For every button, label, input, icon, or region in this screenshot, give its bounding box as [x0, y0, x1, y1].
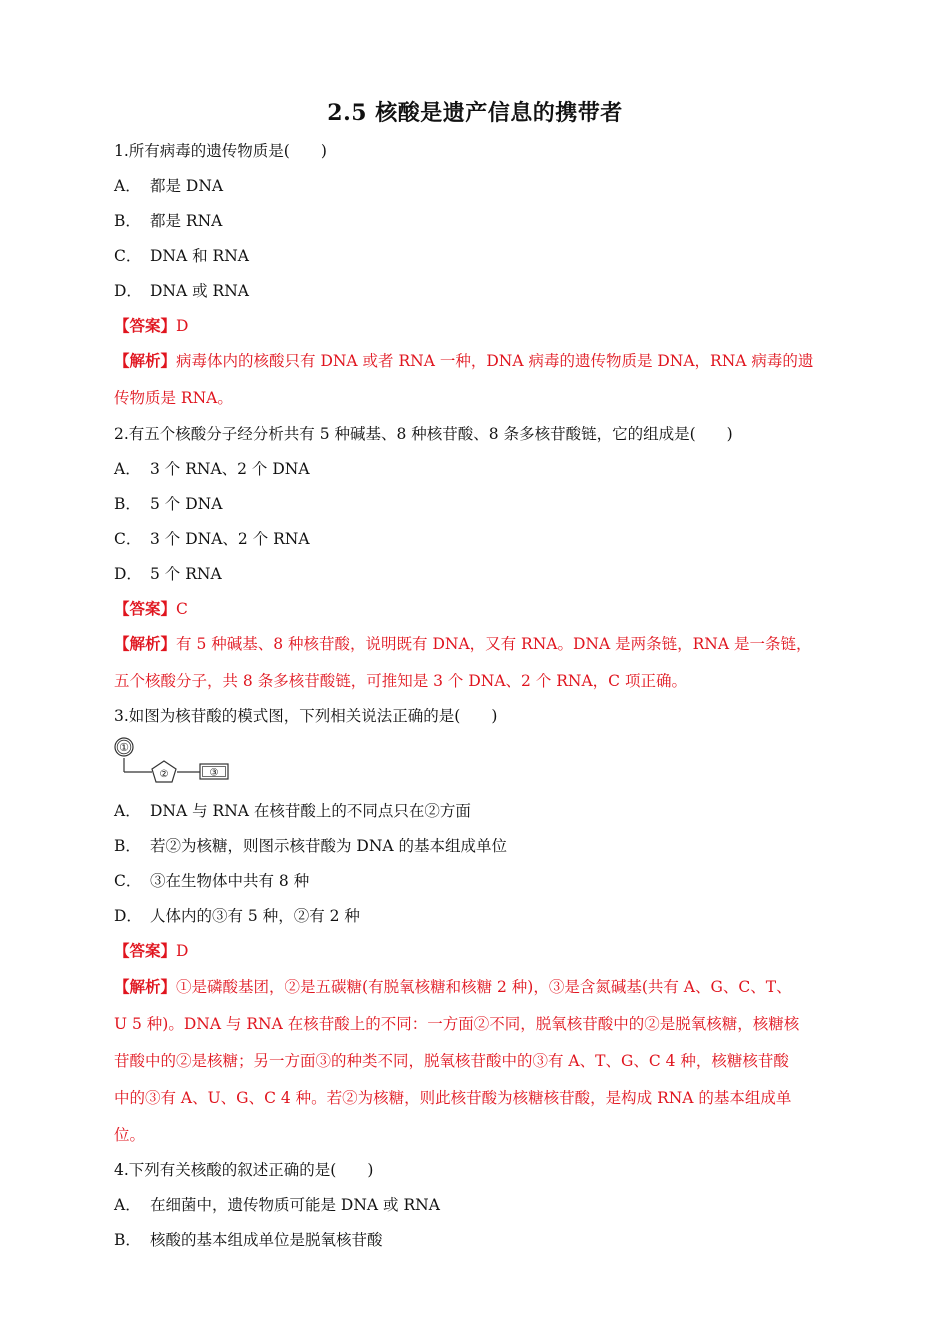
question-3-answer	[114, 941, 188, 961]
option-letter: A．	[114, 177, 141, 195]
diagram-label-3: ③	[209, 767, 219, 779]
option-letter: C．	[114, 872, 142, 890]
analysis-label: 【解析】	[114, 977, 177, 996]
question-2-stem: 2.有五个核酸分子经分析共有 5 种碱基、8 种核苷酸、8 条多核苷酸链，它的组成是( )	[114, 425, 733, 443]
option-text: 5 个 RNA	[150, 565, 222, 583]
answer-value: D	[176, 942, 189, 960]
question-3-option-a	[114, 801, 471, 821]
analysis-text: 病毒体内的核酸只有 DNA 或者 RNA 一种，DNA 病毒的遗传物质是 DNA，RNA 病毒的遗	[176, 352, 814, 370]
answer-label: 【答案】	[114, 941, 177, 960]
option-letter: D．	[114, 907, 142, 925]
question-4-stem: 4.下列有关核酸的叙述正确的是( )	[114, 1161, 374, 1179]
question-3-option-d	[114, 906, 360, 926]
answer-label: 【答案】	[114, 599, 177, 618]
question-2-analysis-line-2: 五个核酸分子，共 8 条多核苷酸链，可推知是 3 个 DNA、2 个 RNA，C 项正确。	[114, 672, 687, 690]
question-4-option-b	[114, 1230, 383, 1250]
diagram-label-1: ①	[119, 741, 129, 754]
option-letter: A．	[114, 802, 141, 820]
question-1-analysis-line-1	[114, 351, 813, 371]
option-letter: A．	[114, 1196, 141, 1214]
option-text: 3 个 RNA、2 个 DNA	[150, 460, 310, 478]
option-text: ③在生物体中共有 8 种	[150, 872, 310, 890]
option-letter: B．	[114, 837, 141, 855]
question-1-option-c	[114, 246, 249, 266]
question-2-option-d	[114, 564, 222, 584]
option-text: 5 个 DNA	[150, 495, 223, 513]
option-text: 若②为核糖，则图示核苷酸为 DNA 的基本组成单位	[150, 837, 508, 855]
nucleotide-diagram	[112, 736, 237, 786]
question-3-option-b	[114, 836, 507, 856]
analysis-label: 【解析】	[114, 634, 177, 653]
pentose-sugar-pentagon	[152, 761, 176, 782]
question-3-stem: 3.如图为核苷酸的模式图，下列相关说法正确的是( )	[114, 707, 498, 725]
option-letter: C．	[114, 530, 142, 548]
question-3-analysis-line-4: 中的③有 A、U、G、C 4 种。若②为核糖，则此核苷酸为核糖核苷酸，是构成 RNA 的基本组成单	[114, 1089, 792, 1107]
option-letter: A．	[114, 460, 141, 478]
question-1-option-b	[114, 211, 222, 231]
question-3-option-c	[114, 871, 309, 891]
phosphate-group-circle	[115, 738, 133, 756]
page-title: 2.5 核酸是遗产信息的携带者	[327, 100, 623, 126]
option-text: 核酸的基本组成单位是脱氧核苷酸	[150, 1231, 383, 1249]
answer-value: C	[176, 600, 188, 618]
analysis-text: 有 5 种碱基、8 种核苷酸，说明既有 DNA，又有 RNA。DNA 是两条链，RNA 是一条链，	[176, 635, 812, 653]
nitrogenous-base-rectangle	[200, 764, 228, 779]
question-2-option-b	[114, 494, 222, 514]
question-1-stem: 1.所有病毒的遗传物质是( )	[114, 142, 327, 160]
question-1-option-d	[114, 281, 249, 301]
question-4-option-a	[114, 1195, 440, 1215]
question-2-option-a	[114, 459, 310, 479]
question-3-analysis-line-3: 苷酸中的②是核糖；另一方面③的种类不同，脱氧核苷酸中的③有 A、T、G、C 4 种，核糖核苷酸	[114, 1052, 789, 1070]
analysis-text: ①是磷酸基团，②是五碳糖(有脱氧核糖和核糖 2 种)，③是含氮碱基(共有 A、G、C、T、	[176, 978, 792, 996]
option-text: 都是 RNA	[150, 212, 223, 230]
option-letter: C．	[114, 247, 142, 265]
option-text: 在细菌中，遗传物质可能是 DNA 或 RNA	[150, 1196, 440, 1214]
question-3-analysis-line-2: U 5 种)。DNA 与 RNA 在核苷酸上的不同：一方面②不同，脱氧核苷酸中的②是脱氧核糖，核糖核	[114, 1015, 800, 1033]
question-2-option-c	[114, 529, 310, 549]
option-text: DNA 和 RNA	[150, 247, 249, 265]
answer-label: 【答案】	[114, 316, 177, 335]
question-3-analysis-line-1	[114, 977, 792, 997]
option-text: 人体内的③有 5 种，②有 2 种	[150, 907, 360, 925]
option-letter: B．	[114, 1231, 141, 1249]
option-text: 3 个 DNA、2 个 RNA	[150, 530, 310, 548]
option-text: DNA 或 RNA	[150, 282, 249, 300]
option-letter: D．	[114, 565, 142, 583]
question-3-analysis-line-5: 位。	[114, 1126, 146, 1144]
option-letter: B．	[114, 495, 141, 513]
option-letter: B．	[114, 212, 141, 230]
option-text: 都是 DNA	[150, 177, 224, 195]
question-2-answer	[114, 599, 188, 619]
question-2-analysis-line-1	[114, 634, 811, 654]
question-1-option-a	[114, 176, 223, 196]
option-letter: D．	[114, 282, 142, 300]
option-text: DNA 与 RNA 在核苷酸上的不同点只在②方面	[150, 802, 471, 820]
question-1-analysis-line-2: 传物质是 RNA。	[114, 389, 233, 407]
answer-value: D	[176, 317, 189, 335]
question-1-answer	[114, 316, 188, 336]
analysis-label: 【解析】	[114, 351, 177, 370]
diagram-label-2: ②	[159, 769, 169, 780]
